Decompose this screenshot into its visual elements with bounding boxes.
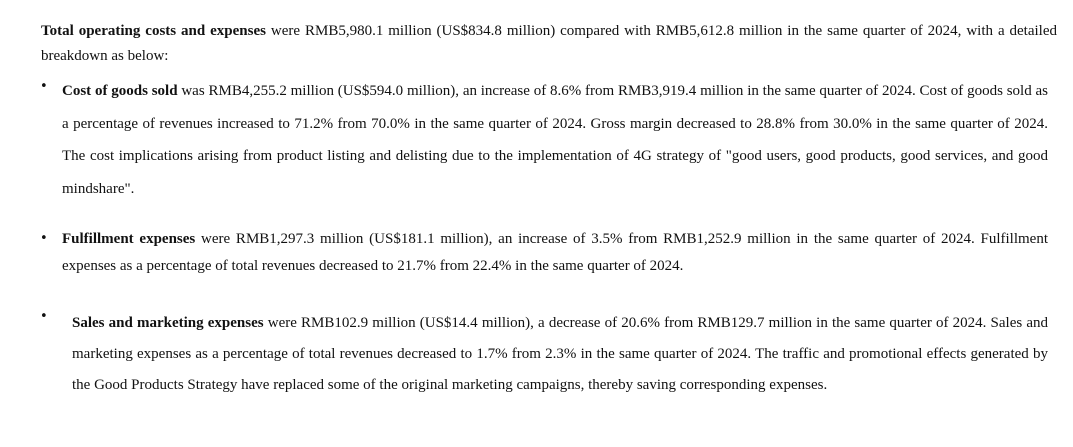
intro-text: were RMB5,980.1 million (US$834.8 million) compared with RMB5,612.8 million in the same quarter of 2024, with a detailed breakdown as below:: [41, 23, 1057, 64]
intro-paragraph: [41, 19, 1057, 69]
bullet-body: were RMB1,297.3 million (US$181.1 million), an increase of 3.5% from RMB1,252.9 million in the same quarter of 2024. Fulfillment expenses as a percentage of total revenues decreased to 21.7% from 22.4% in the same quarter of 2024.: [62, 231, 1049, 274]
bullet-heading: Cost of goods sold: [62, 83, 178, 99]
bullet-paragraph: [62, 226, 1048, 280]
bullet-icon: •: [40, 79, 48, 94]
bullet-paragraph: [72, 308, 1048, 401]
bullet-heading: Sales and marketing expenses: [72, 315, 264, 331]
intro-heading: Total operating costs and expenses: [41, 23, 266, 39]
bullet-body: was RMB4,255.2 million (US$594.0 million), an increase of 8.6% from RMB3,919.4 million in the same quarter of 2024. Cost of goods sold as a percentage of revenues increased to 71.2% from 70.0% in the same quarter of 2024. Gross margin decreased to 28.8% from 30.0% in the same quarter of 2024. The cost implications arising from product listing and delisting due to the implementation of 4G strategy of "good users, good products, good services, and good mindshare".: [62, 83, 1048, 197]
bullet-icon: •: [40, 309, 48, 324]
bullet-heading: Fulfillment expenses: [62, 231, 196, 247]
bullet-icon: •: [40, 231, 48, 246]
bullet-body: were RMB102.9 million (US$14.4 million), a decrease of 20.6% from RMB129.7 million in the same quarter of 2024. Sales and marketing expenses as a percentage of total revenues decreased to 1.7% from 2.3% in the same quarter of 2024. The traffic and promotional effects generated by the Good Products Strategy have replaced some of the original marketing campaigns, thereby saving corresponding expenses.: [72, 315, 1048, 393]
bullet-paragraph: [62, 75, 1048, 205]
